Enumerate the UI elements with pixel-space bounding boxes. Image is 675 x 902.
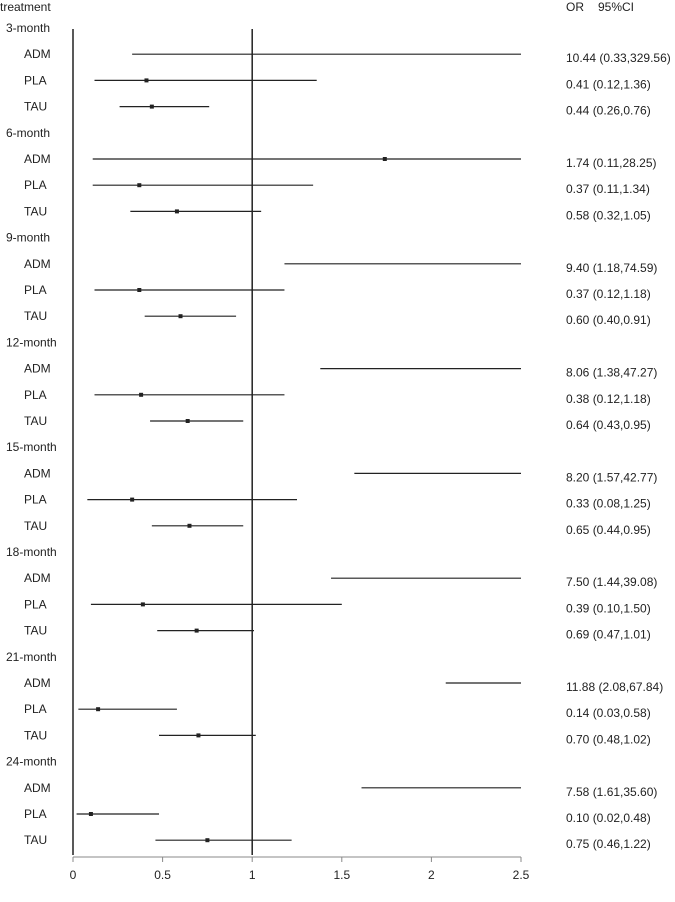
x-tick-label: 2.5 [512, 868, 530, 882]
point-estimate [195, 629, 199, 633]
group-label: 18-month [6, 545, 57, 559]
point-estimate [137, 288, 141, 292]
treatment-label: PLA [24, 283, 47, 297]
x-tick-label: 1.5 [333, 868, 351, 882]
group-label: 6-month [6, 125, 51, 140]
group-label: 24-month [6, 754, 57, 769]
or-ci-text: 0.39 (0.10,1.50) [566, 601, 651, 616]
or-ci-text: 8.20 (1.57,42.77) [566, 470, 658, 485]
treatment-label: ADM [24, 676, 51, 690]
x-axis [70, 29, 530, 882]
treatment-label: TAU [24, 204, 48, 219]
or-ci-text: 1.74 (0.11,28.25) [566, 156, 657, 170]
or-ci-text: 11.88 (2.08,67.84) [566, 680, 664, 694]
header-ci: 95%CI [598, 0, 635, 14]
point-estimate [187, 524, 191, 528]
or-ci-text: 0.38 (0.12,1.18) [566, 391, 651, 406]
or-ci-text: 0.14 (0.03,0.58) [566, 706, 651, 721]
point-estimate [139, 393, 143, 397]
point-estimate [141, 602, 145, 606]
group-label: 21-month [6, 649, 57, 664]
x-tick-label: 0.5 [154, 868, 171, 882]
point-estimate [144, 78, 148, 82]
or-ci-text: 0.37 (0.12,1.18) [566, 287, 651, 301]
x-tick-label: 0 [69, 868, 77, 882]
point-estimate [150, 105, 154, 109]
or-ci-text: 10.44 (0.33,329.56) [566, 51, 671, 66]
group-label: 9-month [6, 230, 51, 245]
group-label: 12-month [6, 335, 57, 350]
treatment-label: ADM [24, 152, 51, 166]
treatment-label: ADM [24, 47, 51, 62]
treatment-label: TAU [24, 728, 48, 743]
or-ci-text: 0.41 (0.12,1.36) [566, 77, 651, 92]
treatment-label: ADM [24, 780, 51, 795]
point-estimate [175, 209, 179, 213]
group-label: 3-month [6, 21, 51, 35]
point-estimate [205, 838, 209, 842]
or-ci-text: 0.65 (0.44,0.95) [566, 522, 651, 537]
treatment-label: PLA [24, 702, 47, 717]
treatment-label: PLA [24, 178, 47, 193]
or-ci-text: 0.10 (0.02,0.48) [566, 811, 651, 825]
point-estimate [186, 419, 190, 423]
or-ci-text: 0.75 (0.46,1.22) [566, 837, 651, 852]
or-ci-text: 9.40 (1.18,74.59) [566, 260, 658, 275]
header-or: OR [566, 0, 584, 14]
or-ci-text: 0.44 (0.26,0.76) [566, 103, 651, 118]
header-treatment: treatment [0, 0, 51, 14]
or-ci-text: 0.60 (0.40,0.91) [566, 313, 651, 328]
point-estimate [130, 498, 134, 502]
or-ci-text: 7.50 (1.44,39.08) [566, 575, 658, 590]
or-ci-text: 0.70 (0.48,1.02) [566, 732, 651, 747]
treatment-label: TAU [24, 99, 48, 114]
treatment-label: ADM [24, 256, 51, 271]
treatment-label: ADM [24, 571, 51, 586]
or-ci-text: 8.06 (1.38,47.27) [566, 365, 658, 380]
treatment-label: TAU [24, 414, 48, 428]
point-estimate [196, 733, 200, 737]
point-estimate [179, 314, 183, 318]
treatment-label: ADM [24, 466, 51, 481]
or-ci-text: 0.58 (0.32,1.05) [566, 208, 651, 223]
treatment-label: PLA [24, 492, 47, 507]
or-ci-text: 0.37 (0.11,1.34) [566, 182, 650, 197]
or-ci-text: 7.58 (1.61,35.60) [566, 784, 658, 799]
treatment-label: TAU [24, 309, 48, 324]
treatment-label: PLA [24, 387, 47, 402]
point-estimate [383, 157, 387, 161]
or-ci-text: 0.69 (0.47,1.01) [566, 627, 651, 642]
x-tick-label: 2 [428, 868, 435, 882]
treatment-label: TAU [24, 623, 48, 638]
treatment-label: PLA [24, 73, 47, 88]
or-ci-text: 0.33 (0.08,1.25) [566, 496, 651, 511]
group-label: 15-month [6, 440, 57, 455]
treatment-label: TAU [24, 518, 48, 533]
point-estimate [137, 183, 141, 187]
point-estimate [96, 707, 100, 711]
treatment-label: ADM [24, 361, 51, 376]
point-estimate [89, 812, 93, 816]
or-ci-text: 0.64 (0.43,0.95) [566, 418, 651, 432]
forest-rows [6, 21, 671, 851]
treatment-label: PLA [24, 807, 47, 821]
x-tick-label: 1 [248, 868, 256, 882]
treatment-label: PLA [24, 597, 47, 612]
treatment-label: TAU [24, 833, 48, 848]
